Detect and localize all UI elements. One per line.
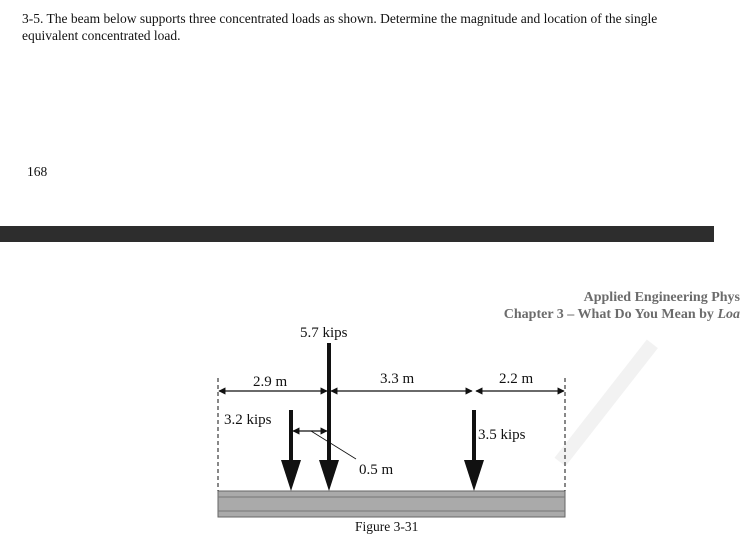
chapter-title-prefix: Chapter 3 – What Do You Mean by [503,307,718,322]
load-arrow-1 [281,410,301,491]
dimension-label-1: 2.9 m [253,374,288,390]
load-arrow-2 [319,343,339,491]
book-title: Applied Engineering Phys [583,290,740,305]
page-number: 168 [27,164,48,179]
dimension-label-offset: 0.5 m [359,462,394,478]
load-label-1: 3.2 kips [224,412,272,428]
dimension-label-2: 3.3 m [380,371,415,387]
chapter-title-italic: Loa [717,307,740,322]
load-label-3: 3.5 kips [478,427,526,443]
offset-leader-line [311,431,356,459]
load-label-2: 5.7 kips [300,325,348,341]
dimension-label-3: 2.2 m [499,371,534,387]
beam [218,491,565,517]
figure-caption: Figure 3-31 [355,519,419,534]
load-arrow-3 [464,410,484,491]
problem-statement: 3-5. The beam below supports three concentrated loads as shown. Determine the magnitude and location of the single equivalent concentrated load. [22,11,658,43]
